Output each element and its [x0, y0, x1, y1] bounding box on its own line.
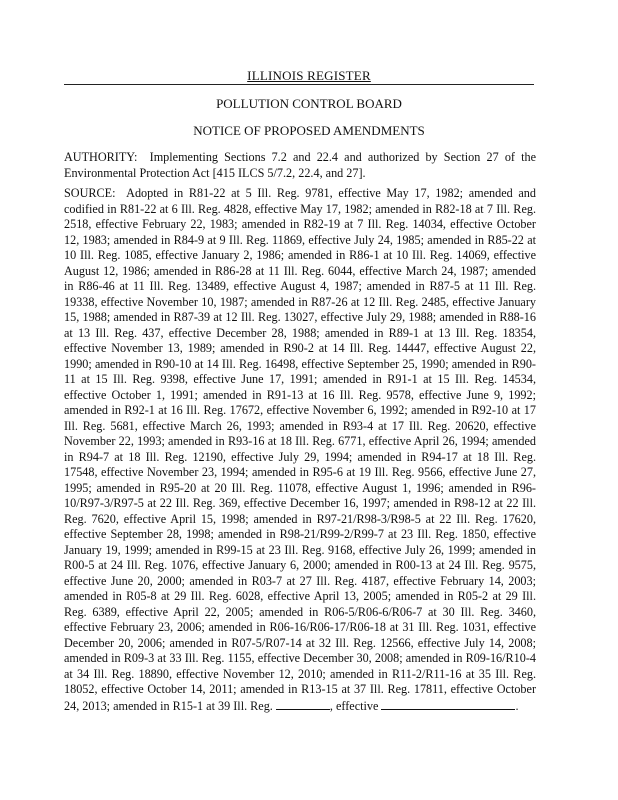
source-label: SOURCE:: [64, 186, 116, 200]
authority-paragraph: [64, 150, 536, 181]
header-rule: [64, 84, 534, 85]
effective-word: , effective: [329, 698, 379, 713]
register-page-blank: [276, 698, 330, 710]
notice-title: NOTICE OF PROPOSED AMENDMENTS: [193, 123, 425, 138]
source-text: Adopted in R81-22 at 5 Ill. Reg. 9781, effective May 17, 1982; amended and codified in R81-22 at 6 Ill. Reg. 4828, effective May 17, 1982; amended in R82-18 at 7 Ill. Reg. 2518, effective February 22, 1983; amended in R82-19 at 7 Ill. Reg. 14034, effective October 12, 1983; amended in R84-9 at 9 Ill. Reg. 11869, effective July 24, 1985; amended in R85-22 at 10 Ill. Reg. 1085, effective January 2, 1986; amended in R86-1 at 10 Ill. Reg. 14069, effective August 12, 1986; amended in R86-28 at 11 Ill. Reg. 6044, effective March 24, 1987; amended in R86-46 at 11 Ill. Reg. 13489, effective August 4, 1987; amended in R87-5 at 11 Ill. Reg. 19338, effective November 10, 1987; amended in R87-26 at 12 Ill. Reg. 2485, effective January 15, 1988; amended in R87-39 at 12 Ill. Reg. 13027, effective July 29, 1988; amended in R88-16 at 13 Ill. Reg. 437, effective December 28, 1988; amended in R89-1 at 13 Ill. Reg. 18354, effective November 13, 1989; amended in R90-2 at 14 Ill. Reg. 14447, effective August 22, 1990; amended in R90-10 at 14 Ill. Reg. 16498, effective September 25, 1990; amended in R90-11 at 15 Ill. Reg. 9398, effective June 17, 1991; amended in R91-1 at 15 Ill. Reg. 14534, effective October 1, 1991; amended in R91-13 at 16 Ill. Reg. 9578, effective June 9, 1992; amended in R92-1 at 16 Ill. Reg. 17672, effective November 6, 1992; amended in R92-10 at 17 Ill. Reg. 5681, effective March 26, 1993; amended in R93-4 at 17 Ill. Reg. 20620, effective November 22, 1993; amended in R93-16 at 18 Ill. Reg. 6771, effective April 26, 1994; amended in R94-7 at 18 Ill. Reg. 12190, effective July 29, 1994; amended in R94-17 at 18 Ill. Reg. 17548, effective November 23, 1994; amended in R95-6 at 19 Ill. Reg. 9566, effective June 27, 1995; amended in R95-20 at 20 Ill. Reg. 11078, effective August 1, 1996; amended in R96-10/R97-3/R97-5 at 22 Ill. Reg. 369, effective December 16, 1997; amended in R98-12 at 22 Ill. Reg. 7620, effective April 15, 1998; amended in R97-21/R98-3/R98-5 at 22 Ill. Reg. 17620, effective September 28, 1998; amended in R98-21/R99-2/R99-7 at 23 Ill. Reg. 1850, effective January 19, 1999; amended in R99-15 at 23 Ill. Reg. 9168, effective July 26, 1999; amended in R00-5 at 24 Ill. Reg. 1076, effective January 6, 2000; amended in R00-13 at 24 Ill. Reg. 9575, effective June 20, 2000; amended in R03-7 at 27 Ill. Reg. 4187, effective February 14, 2003; amended in R05-8 at 29 Ill. Reg. 6028, effective April 13, 2005; amended in R05-2 at 29 Ill. Reg. 6389, effective April 22, 2005; amended in R06-5/R06-6/R06-7 at 30 Ill. Reg. 3460, effective February 23, 2006; amended in R06-16/R06-17/R06-18 at 31 Ill. Reg. 1031, effective December 20, 2006; amended in R07-5/R07-14 at 32 Ill. Reg. 12566, effective July 14, 2008; amended in R09-3 at 33 Ill. Reg. 1155, effective December 30, 2008; amended in R09-16/R10-4 at 34 Ill. Reg. 18890, effective November 12, 2010; amended in R11-2/R11-16 at 35 Ill. Reg. 18052, effective October 14, 2011; amended in R13-15 at 37 Ill. Reg. 17811, effective October 24, 2013; amended in R15-1 at 39 Ill. Reg.: [64, 186, 536, 713]
register-title-text: ILLINOIS REGISTER: [247, 68, 371, 83]
register-title: [0, 68, 618, 84]
source-end: .: [515, 698, 519, 713]
board-name: POLLUTION CONTROL BOARD: [216, 96, 402, 111]
source-paragraph: [64, 186, 536, 714]
authority-text: Implementing Sections 7.2 and 22.4 and authorized by Section 27 of the Environmental Protection Act [415 ILCS 5/7.2, 22.4, and 27].: [64, 150, 536, 180]
authority-label: AUTHORITY:: [64, 150, 138, 164]
effective-date-blank: [381, 698, 515, 710]
